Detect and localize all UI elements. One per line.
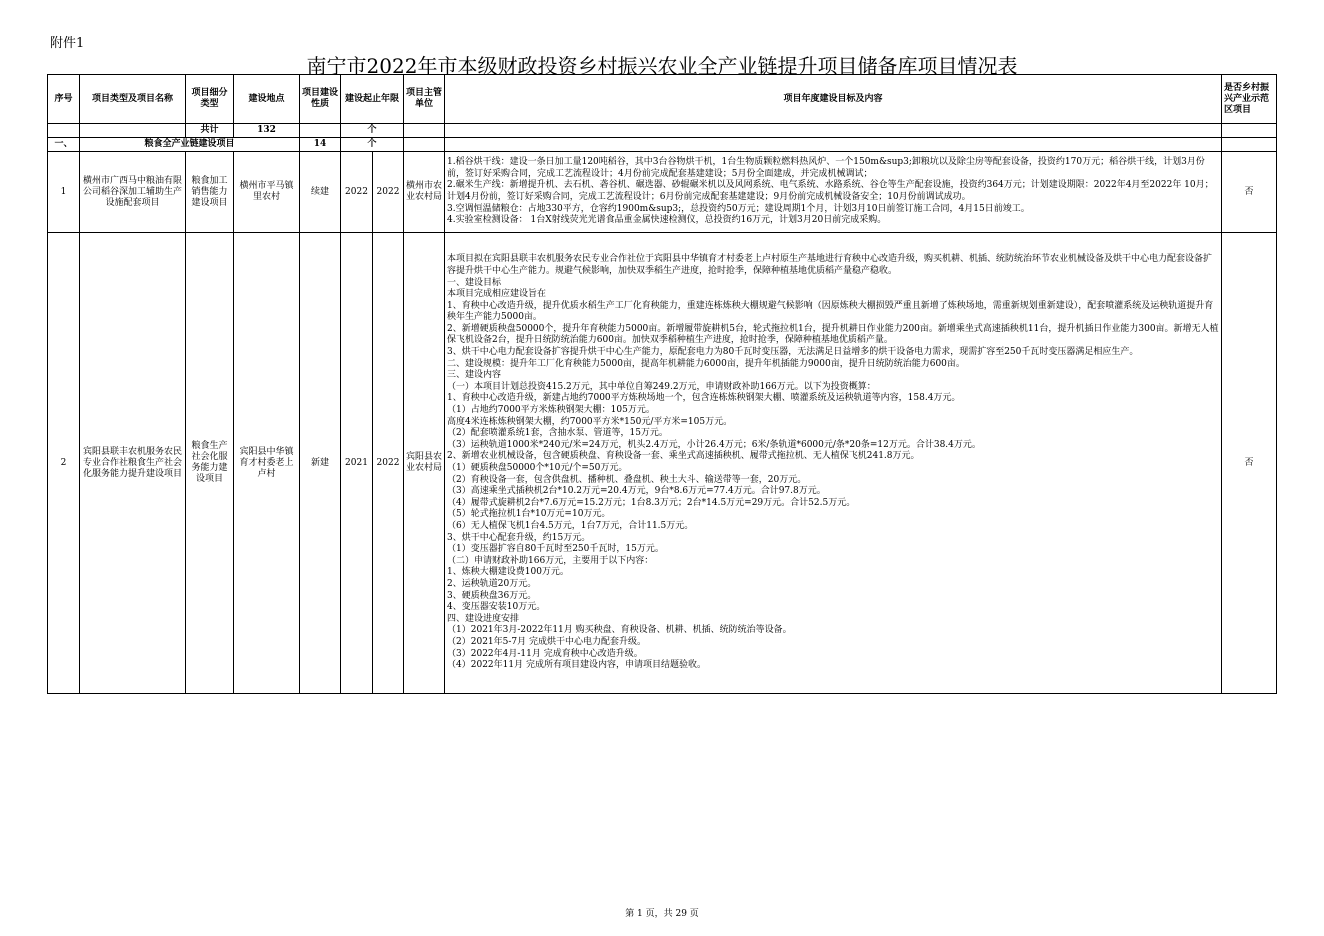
project-unit: 横州市农业农村局 xyxy=(404,152,445,233)
content-line: 3、烘干中心配套升级，约15万元。 xyxy=(447,532,591,543)
content-line: （3）2022年4月-11月 完成育秧中心改造升级。 xyxy=(447,648,643,659)
content-line: 2、新增硬质秧盘50000个，提升年育秧能力5000亩。新增履带旋耕机5台，轮式拖拉机1台，提升机耕日作业能力200亩。新增乘坐式高速插秧机11台，提升机插日作业能力300亩。新增无人植保飞机设备2台，提升日统防统治能力600亩。加快双季稻种植生产进度，抢时抢季，保障种植基地优质稻产量。 xyxy=(447,323,1219,346)
project-content xyxy=(445,233,1222,694)
project-location: 横州市平马镇里农村 xyxy=(234,152,300,233)
content-line: （二）申请财政补助166万元，主要用于以下内容： xyxy=(447,555,654,566)
content-line: 1、育秧中心改造升级，新建占地约7000平方炼秧场地一个，包含连栋炼秧钢架大棚、喷灌系统及运秧轨道等内容，158.4万元。 xyxy=(447,393,961,404)
header-row xyxy=(48,75,1277,124)
content-line: 四、建设进度安排 xyxy=(447,613,520,624)
content-line: 一、建设目标 xyxy=(447,277,502,288)
table-row xyxy=(48,233,1277,694)
page-title: 南宁市2022年市本级财政投资乡村振兴农业全产业链提升项目储备库项目情况表 xyxy=(306,54,1018,78)
content-line: 4、变压器安装10万元。 xyxy=(447,602,546,613)
header-name: 项目类型及项目名称 xyxy=(80,75,186,124)
project-nature: 续建 xyxy=(300,152,341,233)
project-category: 粮食加工销售能力建设项目 xyxy=(186,152,234,233)
project-unit: 宾阳县农业农村局 xyxy=(404,233,445,694)
project-seq: 1 xyxy=(48,152,80,233)
project-name: 横州市广西马中粮油有限公司稻谷深加工辅助生产设施配套项目 xyxy=(80,152,186,233)
content-line: 2、新增农业机械设备，包含硬质秧盘、育秧设备一套、乘坐式高速插秧机、履带式拖拉机、无人植保飞机241.8万元。 xyxy=(447,451,920,462)
total-count: 132 xyxy=(234,124,300,138)
content-line: （5）轮式拖拉机1台*10万元=10万元。 xyxy=(447,509,611,520)
attachment-label: 附件1 xyxy=(50,36,85,51)
section-row xyxy=(48,138,1277,152)
header-unit: 项目主管单位 xyxy=(404,75,445,124)
section-seq: 一、 xyxy=(48,138,80,152)
project-start-year: 2021 xyxy=(341,233,373,694)
content-line: （3）运秧轨道1000米*240元/米=24万元，机头2.4万元，小计26.4万元；6米/条轨道*6000元/条*20条=12万元。合计38.4万元。 xyxy=(447,439,981,450)
section-count: 14 xyxy=(300,138,341,152)
project-name: 宾阳县联丰农机服务农民专业合作社粮食生产社会化服务能力提升建设项目 xyxy=(80,233,186,694)
project-category: 粮食生产社会化服务能力建设项目 xyxy=(186,233,234,694)
content-line: （6）无人植保飞机1台4.5万元，1台7万元，合计11.5万元。 xyxy=(447,520,694,531)
content-line: 三、建设内容 xyxy=(447,370,502,381)
content-line: （1）变压器扩容自80千瓦时至250千瓦时，15万元。 xyxy=(447,544,664,555)
header-seq: 序号 xyxy=(48,75,80,124)
project-start-year: 2022 xyxy=(341,152,373,233)
content-line: 3.空调恒温储粮仓：占地330平方，仓容约1900m&sup3;，总投资约50万元；建设周期1个月，计划3月10日前签订施工合同，4月15日前竣工。 xyxy=(447,203,1030,214)
project-nature: 新建 xyxy=(300,233,341,694)
content-line: （3）高速乘坐式插秧机2台*10.2万元=20.4万元，9台*8.6万元=77.4万元。合计97.8万元。 xyxy=(447,486,826,497)
total-unit: 个 xyxy=(341,124,404,138)
total-label: 共计 xyxy=(186,124,234,138)
content-line: （1）2021年3月-2022年11月 购买秧盘、育秧设备、机耕、机插、统防统治等设备。 xyxy=(447,625,792,636)
page-footer: 第 1 页，共 29 页 xyxy=(625,909,699,919)
project-content xyxy=(445,152,1222,233)
content-line: 2、运秧轨道20万元。 xyxy=(447,578,537,589)
content-line: 1.稻谷烘干线：建设一条日加工量120吨稻谷，其中3台谷物烘干机，1台生物质颗粒燃料热风炉、一个150m&sup3;卸粮坑以及除尘房等配套设备，投资约170万元；稻谷烘干线，计划3月份前，签订好采购合同，完成工艺流程设计；4月份前完成配套基建建设；5月份全面建成，并完成机械调试； xyxy=(447,157,1205,179)
content-line: （1）占地约7000平方米炼秧钢架大棚：105万元。 xyxy=(447,405,655,416)
project-demo: 否 xyxy=(1222,152,1277,233)
content-line: （2）2021年5-7月 完成烘干中心电力配套升级。 xyxy=(447,636,647,647)
header-nature: 项目建设性质 xyxy=(300,75,341,124)
content-line: 高度4米连栋炼秧钢架大棚，约7000平方米*150元/平方米=105万元。 xyxy=(447,416,733,427)
content-line: 1、育秧中心改造升级，提升优质水稻生产工厂化育秧能力，重建连栋炼秧大棚规避气候影响（因原炼秧大棚损毁严重且新增了炼秧场地，需重新规划重新建设），配套喷灌系统及运秧轨道提升育秧年生产能力5000亩。 xyxy=(447,300,1214,323)
content-line: （1）硬质秧盘50000个*10元/个=50万元。 xyxy=(447,463,628,473)
content-line: 3、烘干中心电力配套设备扩容提升烘干中心生产能力，原配套电力为80千瓦时变压器，无法满足日益增多的烘干设备电力需求，现需扩容至250千瓦时变压器满足相应生产。 xyxy=(447,347,1139,358)
project-table xyxy=(47,74,1277,694)
project-demo: 否 xyxy=(1222,233,1277,694)
project-location: 宾阳县中华镇育才村委老上卢村 xyxy=(234,233,300,694)
header-content: 项目年度建设目标及内容 xyxy=(445,75,1222,124)
content-line: 1、炼秧大棚建设费100万元。 xyxy=(447,567,569,578)
project-end-year: 2022 xyxy=(373,233,404,694)
header-category: 项目细分类型 xyxy=(186,75,234,124)
table-row xyxy=(48,152,1277,233)
content-line: （2）配套喷灌系统1套，含抽水泵、管道等，15万元。 xyxy=(447,428,668,439)
content-line: 2.碾米生产线：新增提升机、去石机、砻谷机、碾选器、砂辊碾米机以及风网系统、电气系统、水路系统、谷仓等生产配套设施，投资约364万元；计划建设期限：2022年4月至2022年 10月；计划4月份前，签订好采购合同，完成工艺流程设计；6月份前完成配套基建建设；9月份前完成机械设备安全；10月份前调试成功。 xyxy=(447,180,1214,202)
content-line: （4）2022年11月 完成所有项目建设内容，申请项目结题验收。 xyxy=(447,660,706,671)
total-row xyxy=(48,124,1277,138)
content-line: 本项目完成相应建设旨在 xyxy=(447,289,547,300)
content-line: （2）育秧设备一套，包含供盘机、播种机、叠盘机、秧土大斗、输送带等一套，20万元。 xyxy=(447,474,807,485)
project-seq: 2 xyxy=(48,233,80,694)
header-location: 建设地点 xyxy=(234,75,300,124)
header-demo: 是否乡村振兴产业示范区项目 xyxy=(1222,75,1277,124)
section-label: 粮食全产业链建设项目 xyxy=(80,138,300,152)
content-line: 4.实验室检测设备： 1台X射线荧光光谱食品重金属快速检测仪，总投资约16万元，计划3月20日前完成采购。 xyxy=(447,215,887,226)
header-years: 建设起止年限 xyxy=(341,75,404,124)
content-line: （一）本项目计划总投资415.2万元，其中单位自筹249.2万元，申请财政补助166万元。以下为投资概算： xyxy=(447,381,876,392)
project-end-year: 2022 xyxy=(373,152,404,233)
content-line: 3、硬质秧盘36万元。 xyxy=(447,590,537,601)
content-line: （4）履带式旋耕机2台*7.6万元=15.2万元；1台8.3万元；2台*14.5万元=29万元。合计52.5万元。 xyxy=(447,497,856,508)
section-unit: 个 xyxy=(341,138,404,152)
content-line: 本项目拟在宾阳县联丰农机服务农民专业合作社位于宾阳县中华镇育才村委老上卢村原生产基地进行育秧中心改造升级，购买机耕、机插、统防统治环节农业机械设备及烘干中心电力配套设备扩容提升烘干中心生产能力。规避气候影响，加快双季稻生产进度，抢时抢季，保障种植基地优质稻产量稳产稳收。 xyxy=(447,254,1213,276)
content-line: 二、建设规模：提升年工厂化育秧能力5000亩，提高年机耕能力6000亩，提升年机插能力9000亩，提升日统防统治能力600亩。 xyxy=(447,358,965,369)
